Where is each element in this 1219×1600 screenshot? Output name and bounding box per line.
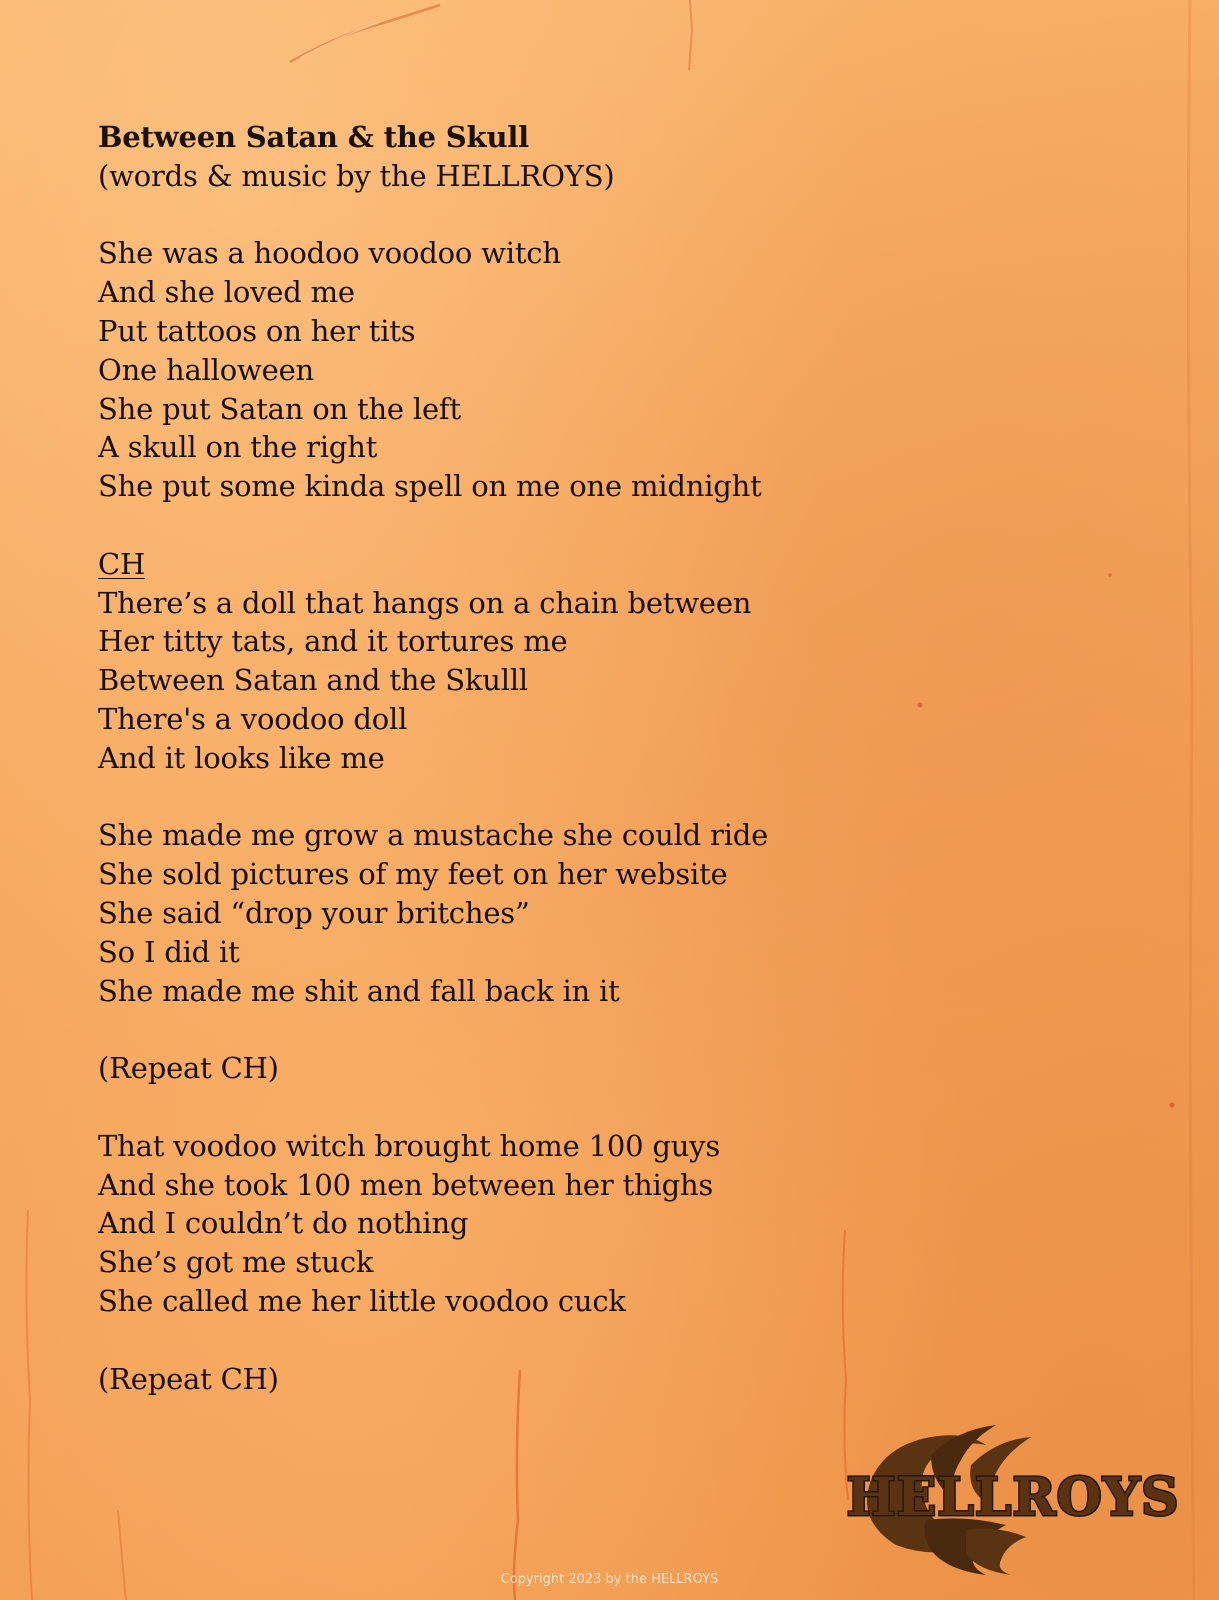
chorus-label: CH: [98, 546, 146, 581]
verse2-line: She sold pictures of my feet on her website: [98, 857, 728, 892]
lyrics-block: [98, 118, 858, 1398]
hellroys-logo: [836, 1425, 1190, 1575]
verse3-line: She’s got me stuck: [98, 1245, 374, 1280]
chorus-line: Between Satan and the Skulll: [98, 663, 528, 698]
stanza-gap: [98, 196, 858, 235]
stanza-gap: [98, 778, 858, 817]
verse2-line: She made me grow a mustache she could ride: [98, 818, 769, 853]
verse3-line: That voodoo witch brought home 100 guys: [98, 1128, 721, 1163]
verse3-line: And I couldn’t do nothing: [98, 1206, 469, 1241]
repeat-chorus: (Repeat CH): [98, 1361, 279, 1396]
verse1-line: One halloween: [98, 352, 315, 387]
song-title: Between Satan & the Skull: [98, 120, 529, 154]
verse3-line: She called me her little voodoo cuck: [98, 1283, 626, 1318]
verse2-line: So I did it: [98, 934, 240, 969]
repeat-chorus: (Repeat CH): [98, 1051, 279, 1086]
verse1-line: Put tattoos on her tits: [98, 313, 416, 348]
logo-text: HELLROYS: [846, 1467, 1180, 1528]
verse1-line: She put some kinda spell on me one midnight: [98, 469, 762, 504]
stanza-gap: [98, 506, 858, 545]
song-credit: (words & music by the HELLROYS): [98, 158, 615, 193]
chorus-line: Her titty tats, and it tortures me: [98, 624, 568, 659]
verse1-line: A skull on the right: [98, 430, 378, 465]
stanza-gap: [98, 1088, 858, 1127]
chorus-line: There’s a doll that hangs on a chain between: [98, 585, 752, 620]
chorus-line: And it looks like me: [98, 740, 385, 775]
verse1-line: She was a hoodoo voodoo witch: [98, 236, 561, 271]
copyright-notice: Copyright 2023 by the HELLROYS: [500, 1572, 719, 1587]
verse2-line: She said “drop your britches”: [98, 895, 530, 930]
stanza-gap: [98, 1010, 858, 1049]
stanza-gap: [98, 1321, 858, 1360]
verse3-line: And she took 100 men between her thighs: [98, 1167, 714, 1202]
verse1-line: She put Satan on the left: [98, 391, 461, 426]
verse1-line: And she loved me: [98, 275, 355, 310]
chorus-line: There's a voodoo doll: [98, 701, 408, 736]
verse2-line: She made me shit and fall back in it: [98, 973, 620, 1008]
